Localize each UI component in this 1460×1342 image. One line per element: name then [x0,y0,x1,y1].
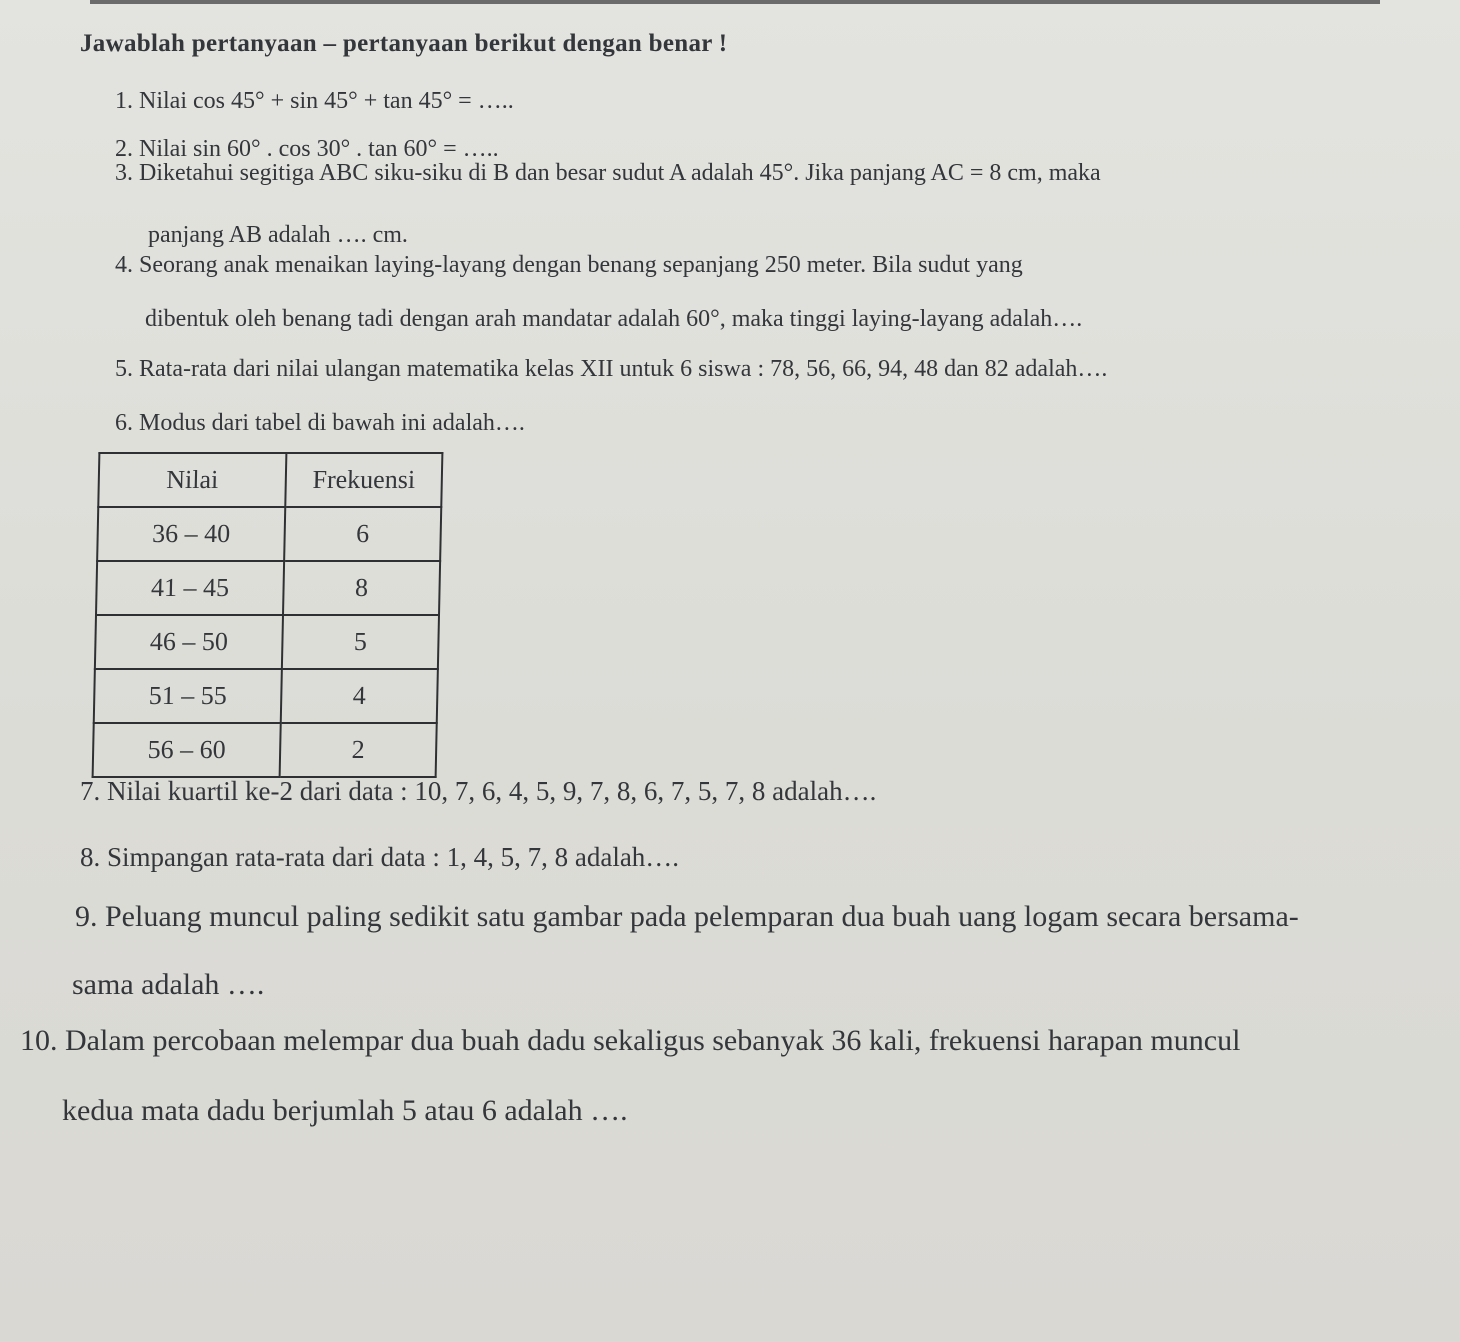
table-cell-nilai: 36 – 40 [97,507,285,561]
question-3-continuation: panjang AB adalah …. cm. [148,222,408,248]
question-10-continuation: kedua mata dadu berjumlah 5 atau 6 adalah …. [62,1094,628,1127]
question-text: Rata-rata dari nilai ulangan matematika kelas XII untuk 6 siswa : 78, 56, 66, 94, 48 dan 82 adalah…. [139,356,1108,382]
question-number: 7. [80,776,101,806]
table-row [93,723,437,777]
question-text: Seorang anak menaikan laying-layang dengan benang sepanjang 250 meter. Bila sudut yang [139,252,1023,278]
question-4 [115,252,1023,279]
top-border-line [90,0,1380,4]
table-cell-frekuensi: 6 [284,507,441,561]
instruction-heading: Jawablah pertanyaan – pertanyaan berikut dengan benar ! [80,30,728,57]
table-cell-frekuensi: 4 [281,669,438,723]
question-6 [115,410,525,437]
question-text: Nilai kuartil ke-2 dari data : 10, 7, 6, 4, 5, 9, 7, 8, 6, 7, 5, 7, 8 adalah…. [107,776,877,806]
question-5 [115,356,1107,383]
table-cell-nilai: 56 – 60 [93,723,281,777]
question-number: 8. [80,842,101,872]
question-9-continuation: sama adalah …. [72,968,265,1001]
table-header-row [98,453,442,507]
column-header: Frekuensi [285,453,442,507]
table-cell-frekuensi: 5 [282,615,439,669]
question-text: Peluang muncul paling sedikit satu gambar pada pelemparan dua buah uang logam secara bersama- [105,900,1299,933]
question-number: 10. [20,1024,58,1057]
frequency-table [92,452,444,778]
table-row [97,507,441,561]
question-1 [115,88,514,115]
table-row [94,669,438,723]
question-10 [20,1024,1240,1058]
question-text: Simpangan rata-rata dari data : 1, 4, 5, 7, 8 adalah…. [107,842,680,872]
question-9 [75,900,1299,934]
question-number: 5. [115,356,133,382]
question-3 [115,160,1101,187]
question-8 [80,842,679,873]
question-number: 2. [115,136,133,162]
table-row [96,561,440,615]
table-row [95,615,439,669]
question-text: Diketahui segitiga ABC siku-siku di B dan besar sudut A adalah 45°. Jika panjang AC = 8 cm, maka [139,160,1101,186]
question-7 [80,776,876,807]
question-number: 9. [75,900,98,933]
question-text: Modus dari tabel di bawah ini adalah…. [139,410,525,436]
table-cell-frekuensi: 2 [280,723,437,777]
question-2 [115,136,499,163]
question-4-continuation: dibentuk oleh benang tadi dengan arah mandatar adalah 60°, maka tinggi laying-layang adalah…. [145,306,1083,332]
question-number: 4. [115,252,133,278]
question-number: 1. [115,88,133,114]
table-cell-frekuensi: 8 [283,561,440,615]
question-text: Nilai cos 45° + sin 45° + tan 45° = ….. [139,88,514,114]
question-text: Nilai sin 60° . cos 30° . tan 60° = ….. [139,136,499,162]
question-number: 3. [115,160,133,186]
table-cell-nilai: 46 – 50 [95,615,283,669]
question-text: Dalam percobaan melempar dua buah dadu sekaligus sebanyak 36 kali, frekuensi harapan muncul [65,1024,1241,1057]
table-cell-nilai: 41 – 45 [96,561,284,615]
table-cell-nilai: 51 – 55 [94,669,282,723]
question-number: 6. [115,410,133,436]
column-header: Nilai [98,453,286,507]
